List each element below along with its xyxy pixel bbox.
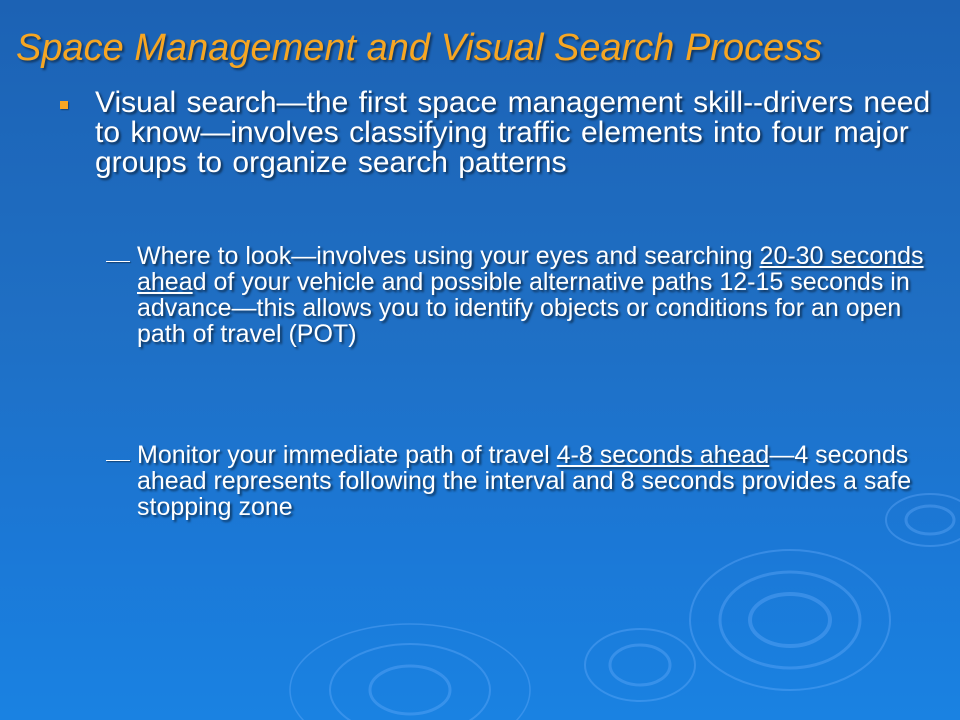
slide-title: Space Management and Visual Search Process <box>16 27 823 69</box>
main-bullet-text: Visual search—the first space management skill--drivers need to know—involves classifying traffic elements into four major groups to organize search patterns <box>95 86 931 179</box>
sub-bullet-text: Monitor your immediate path of travel <box>137 441 557 469</box>
underlined-text: 20-30 seconds ahea <box>137 242 924 296</box>
sub-bullet-monitor-path <box>137 442 937 520</box>
dash-bullet-icon <box>106 460 130 461</box>
underlined-text: 4-8 seconds ahead <box>556 441 770 469</box>
sub-bullet-text: d of your vehicle and possible alternative paths 12-15 seconds in advance—this allows you to identify objects or conditions for an open path of travel (POT) <box>137 268 910 348</box>
sub-bullet-text: Where to look—involves using your eyes and searching <box>137 242 760 270</box>
sub-bullet-text: —4 seconds ahead represents following the interval and 8 seconds provides a safe stopping zone <box>137 441 912 521</box>
sub-bullet-where-to-look <box>137 243 937 347</box>
square-bullet-icon <box>60 101 68 109</box>
dash-bullet-icon <box>106 261 130 262</box>
